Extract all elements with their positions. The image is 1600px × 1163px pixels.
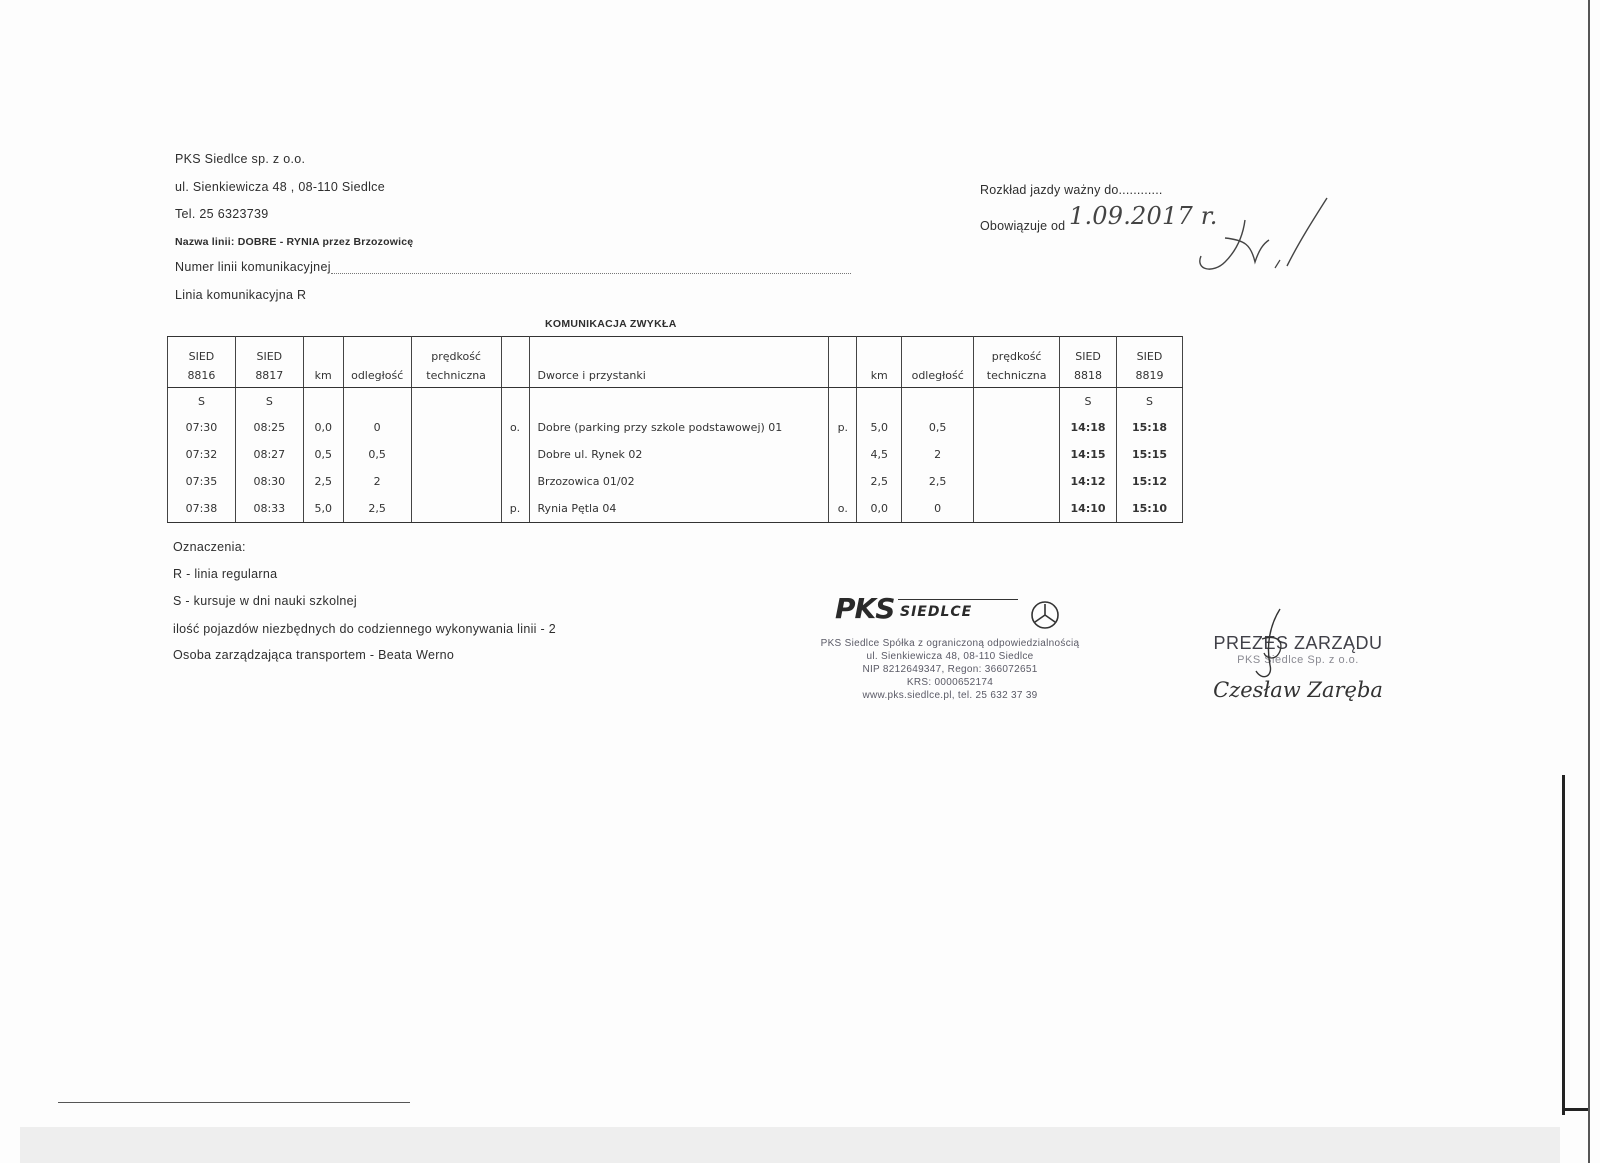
- col-sied-8816-top: SIED: [168, 337, 236, 364]
- km-header: km: [303, 363, 343, 388]
- line-number-label: Numer linii komunikacyjnej: [175, 260, 331, 274]
- effective-from-label: Obowiązuje od: [980, 219, 1066, 233]
- scan-edge-right: [1588, 0, 1590, 1163]
- time-8819: 15:15: [1117, 441, 1183, 468]
- speed-r-header-top: prędkość: [974, 337, 1060, 364]
- stop-name: Dobre (parking przy szkole podstawowej) 01: [529, 414, 829, 441]
- logo-main: PKS: [835, 592, 895, 625]
- timetable: [167, 336, 1183, 523]
- logo-sub: SIEDLCE: [900, 604, 973, 620]
- time-8817: 08:33: [235, 495, 303, 523]
- distance-header: odległość: [343, 363, 411, 388]
- scan-mark-corner: [1562, 1108, 1588, 1111]
- col-sied-8818-bottom: 8818: [1060, 363, 1117, 388]
- km-cell: 0,0: [303, 414, 343, 441]
- col-sied-8819-top: SIED: [1117, 337, 1183, 364]
- logo-emblem-icon: [1028, 596, 1062, 630]
- table-row: [168, 468, 1183, 495]
- valid-until-value: ............: [1118, 183, 1163, 197]
- distance-r-cell: 0,5: [902, 414, 974, 441]
- stamp-line-5: www.pks.siedlce.pl, tel. 25 632 37 39: [862, 690, 1038, 701]
- distance-cell: 0: [343, 414, 411, 441]
- legend-s: S - kursuje w dni nauki szkolnej: [173, 594, 357, 608]
- scan-mark-right: [1562, 775, 1565, 1115]
- company-address: ul. Sienkiewicza 48 , 08-110 Siedlce: [175, 180, 385, 194]
- col-sied-8818-top: SIED: [1060, 337, 1117, 364]
- logo-line: [898, 599, 1018, 600]
- handwritten-initials: [1195, 190, 1345, 290]
- company-stamp: [800, 590, 1100, 701]
- distance-cell: 2: [343, 468, 411, 495]
- stop-name: Rynia Pętla 04: [529, 495, 829, 523]
- marker-left: [501, 468, 529, 495]
- stamp-line-3: NIP 8212649347, Regon: 366072651: [862, 664, 1038, 675]
- scan-shadow-bottom: [20, 1127, 1560, 1163]
- scan-line-bottom: [58, 1102, 410, 1103]
- speed-header-bottom: techniczna: [411, 363, 501, 388]
- km-cell: 2,5: [303, 468, 343, 495]
- handwritten-signature: [1240, 605, 1310, 685]
- km-cell: 0,5: [303, 441, 343, 468]
- line-type: Linia komunikacyjna R: [175, 288, 307, 302]
- stop-name: Dobre ul. Rynek 02: [529, 441, 829, 468]
- distance-r-cell: 0: [902, 495, 974, 523]
- valid-until: [980, 183, 1163, 197]
- company-name: PKS Siedlce sp. z o.o.: [175, 152, 306, 166]
- col-sied-8816-bottom: 8816: [168, 363, 236, 388]
- time-8817: 08:25: [235, 414, 303, 441]
- distance-r-cell: 2,5: [902, 468, 974, 495]
- company-phone: Tel. 25 6323739: [175, 207, 269, 221]
- effective-from: [980, 202, 1218, 236]
- col-sied-8817-bottom: 8817: [235, 363, 303, 388]
- header-row-top: [168, 337, 1183, 364]
- time-8816: 07:38: [168, 495, 236, 523]
- line-number: [175, 260, 851, 274]
- distance-cell: 0,5: [343, 441, 411, 468]
- table-row: [168, 414, 1183, 441]
- signature-name: Czesław Zaręba: [1213, 678, 1383, 702]
- stops-header: Dworce i przystanki: [529, 363, 829, 388]
- marker-right: o.: [829, 495, 857, 523]
- effective-from-value: 1.09.2017 r.: [1068, 202, 1218, 230]
- legend-vehicles: ilość pojazdów niezbędnych do codziennego wykonywania linii - 2: [173, 622, 557, 636]
- km-r-header: km: [857, 363, 902, 388]
- flag-8817: S: [235, 388, 303, 415]
- km-cell: 5,0: [303, 495, 343, 523]
- time-8818: 14:12: [1060, 468, 1117, 495]
- stamp-line-2: ul. Sienkiewicza 48, 08-110 Siedlce: [866, 651, 1034, 662]
- marker-left: [501, 441, 529, 468]
- marker-left: o.: [501, 414, 529, 441]
- time-8818: 14:18: [1060, 414, 1117, 441]
- valid-until-label: Rozkład jazdy ważny do: [980, 183, 1119, 197]
- km-r-cell: 2,5: [857, 468, 902, 495]
- distance-r-cell: 2: [902, 441, 974, 468]
- time-8817: 08:27: [235, 441, 303, 468]
- table-row: [168, 441, 1183, 468]
- time-8819: 15:10: [1117, 495, 1183, 523]
- marker-right: p.: [829, 414, 857, 441]
- header-row-bottom: [168, 363, 1183, 388]
- signature-title: PREZES ZARZĄDU: [1213, 633, 1383, 653]
- km-r-cell: 0,0: [857, 495, 902, 523]
- time-8818: 14:15: [1060, 441, 1117, 468]
- table-title: KOMUNIKACJA ZWYKŁA: [545, 318, 677, 330]
- marker-right: [829, 441, 857, 468]
- km-r-cell: 5,0: [857, 414, 902, 441]
- time-8819: 15:18: [1117, 414, 1183, 441]
- time-8818: 14:10: [1060, 495, 1117, 523]
- km-r-cell: 4,5: [857, 441, 902, 468]
- time-8816: 07:32: [168, 441, 236, 468]
- flag-8819: S: [1117, 388, 1183, 415]
- legend-manager: Osoba zarządzająca transportem - Beata Werno: [173, 648, 455, 662]
- distance-r-header: odległość: [902, 363, 974, 388]
- time-8817: 08:30: [235, 468, 303, 495]
- flag-row: [168, 388, 1183, 415]
- time-8816: 07:35: [168, 468, 236, 495]
- flag-8818: S: [1060, 388, 1117, 415]
- marker-right: [829, 468, 857, 495]
- stamp-line-1: PKS Siedlce Spółka z ograniczoną odpowiedzialnością: [820, 638, 1080, 649]
- signature-company: PKS Siedlce Sp. z o.o.: [1237, 654, 1359, 666]
- stamp-logo: [800, 590, 1100, 630]
- col-sied-8819-bottom: 8819: [1117, 363, 1183, 388]
- stamp-line-4: KRS: 0000652174: [906, 677, 994, 688]
- marker-left: p.: [501, 495, 529, 523]
- table-row: [168, 495, 1183, 523]
- legend-r: R - linia regularna: [173, 567, 278, 581]
- speed-header-top: prędkość: [411, 337, 501, 364]
- time-8819: 15:12: [1117, 468, 1183, 495]
- stop-name: Brzozowica 01/02: [529, 468, 829, 495]
- distance-cell: 2,5: [343, 495, 411, 523]
- line-name: Nazwa linii: DOBRE - RYNIA przez Brzozowicę: [175, 236, 414, 248]
- flag-8816: S: [168, 388, 236, 415]
- legend-title: Oznaczenia:: [173, 540, 246, 554]
- speed-r-header-bottom: techniczna: [974, 363, 1060, 388]
- col-sied-8817-top: SIED: [235, 337, 303, 364]
- line-number-dots: [331, 261, 851, 274]
- time-8816: 07:30: [168, 414, 236, 441]
